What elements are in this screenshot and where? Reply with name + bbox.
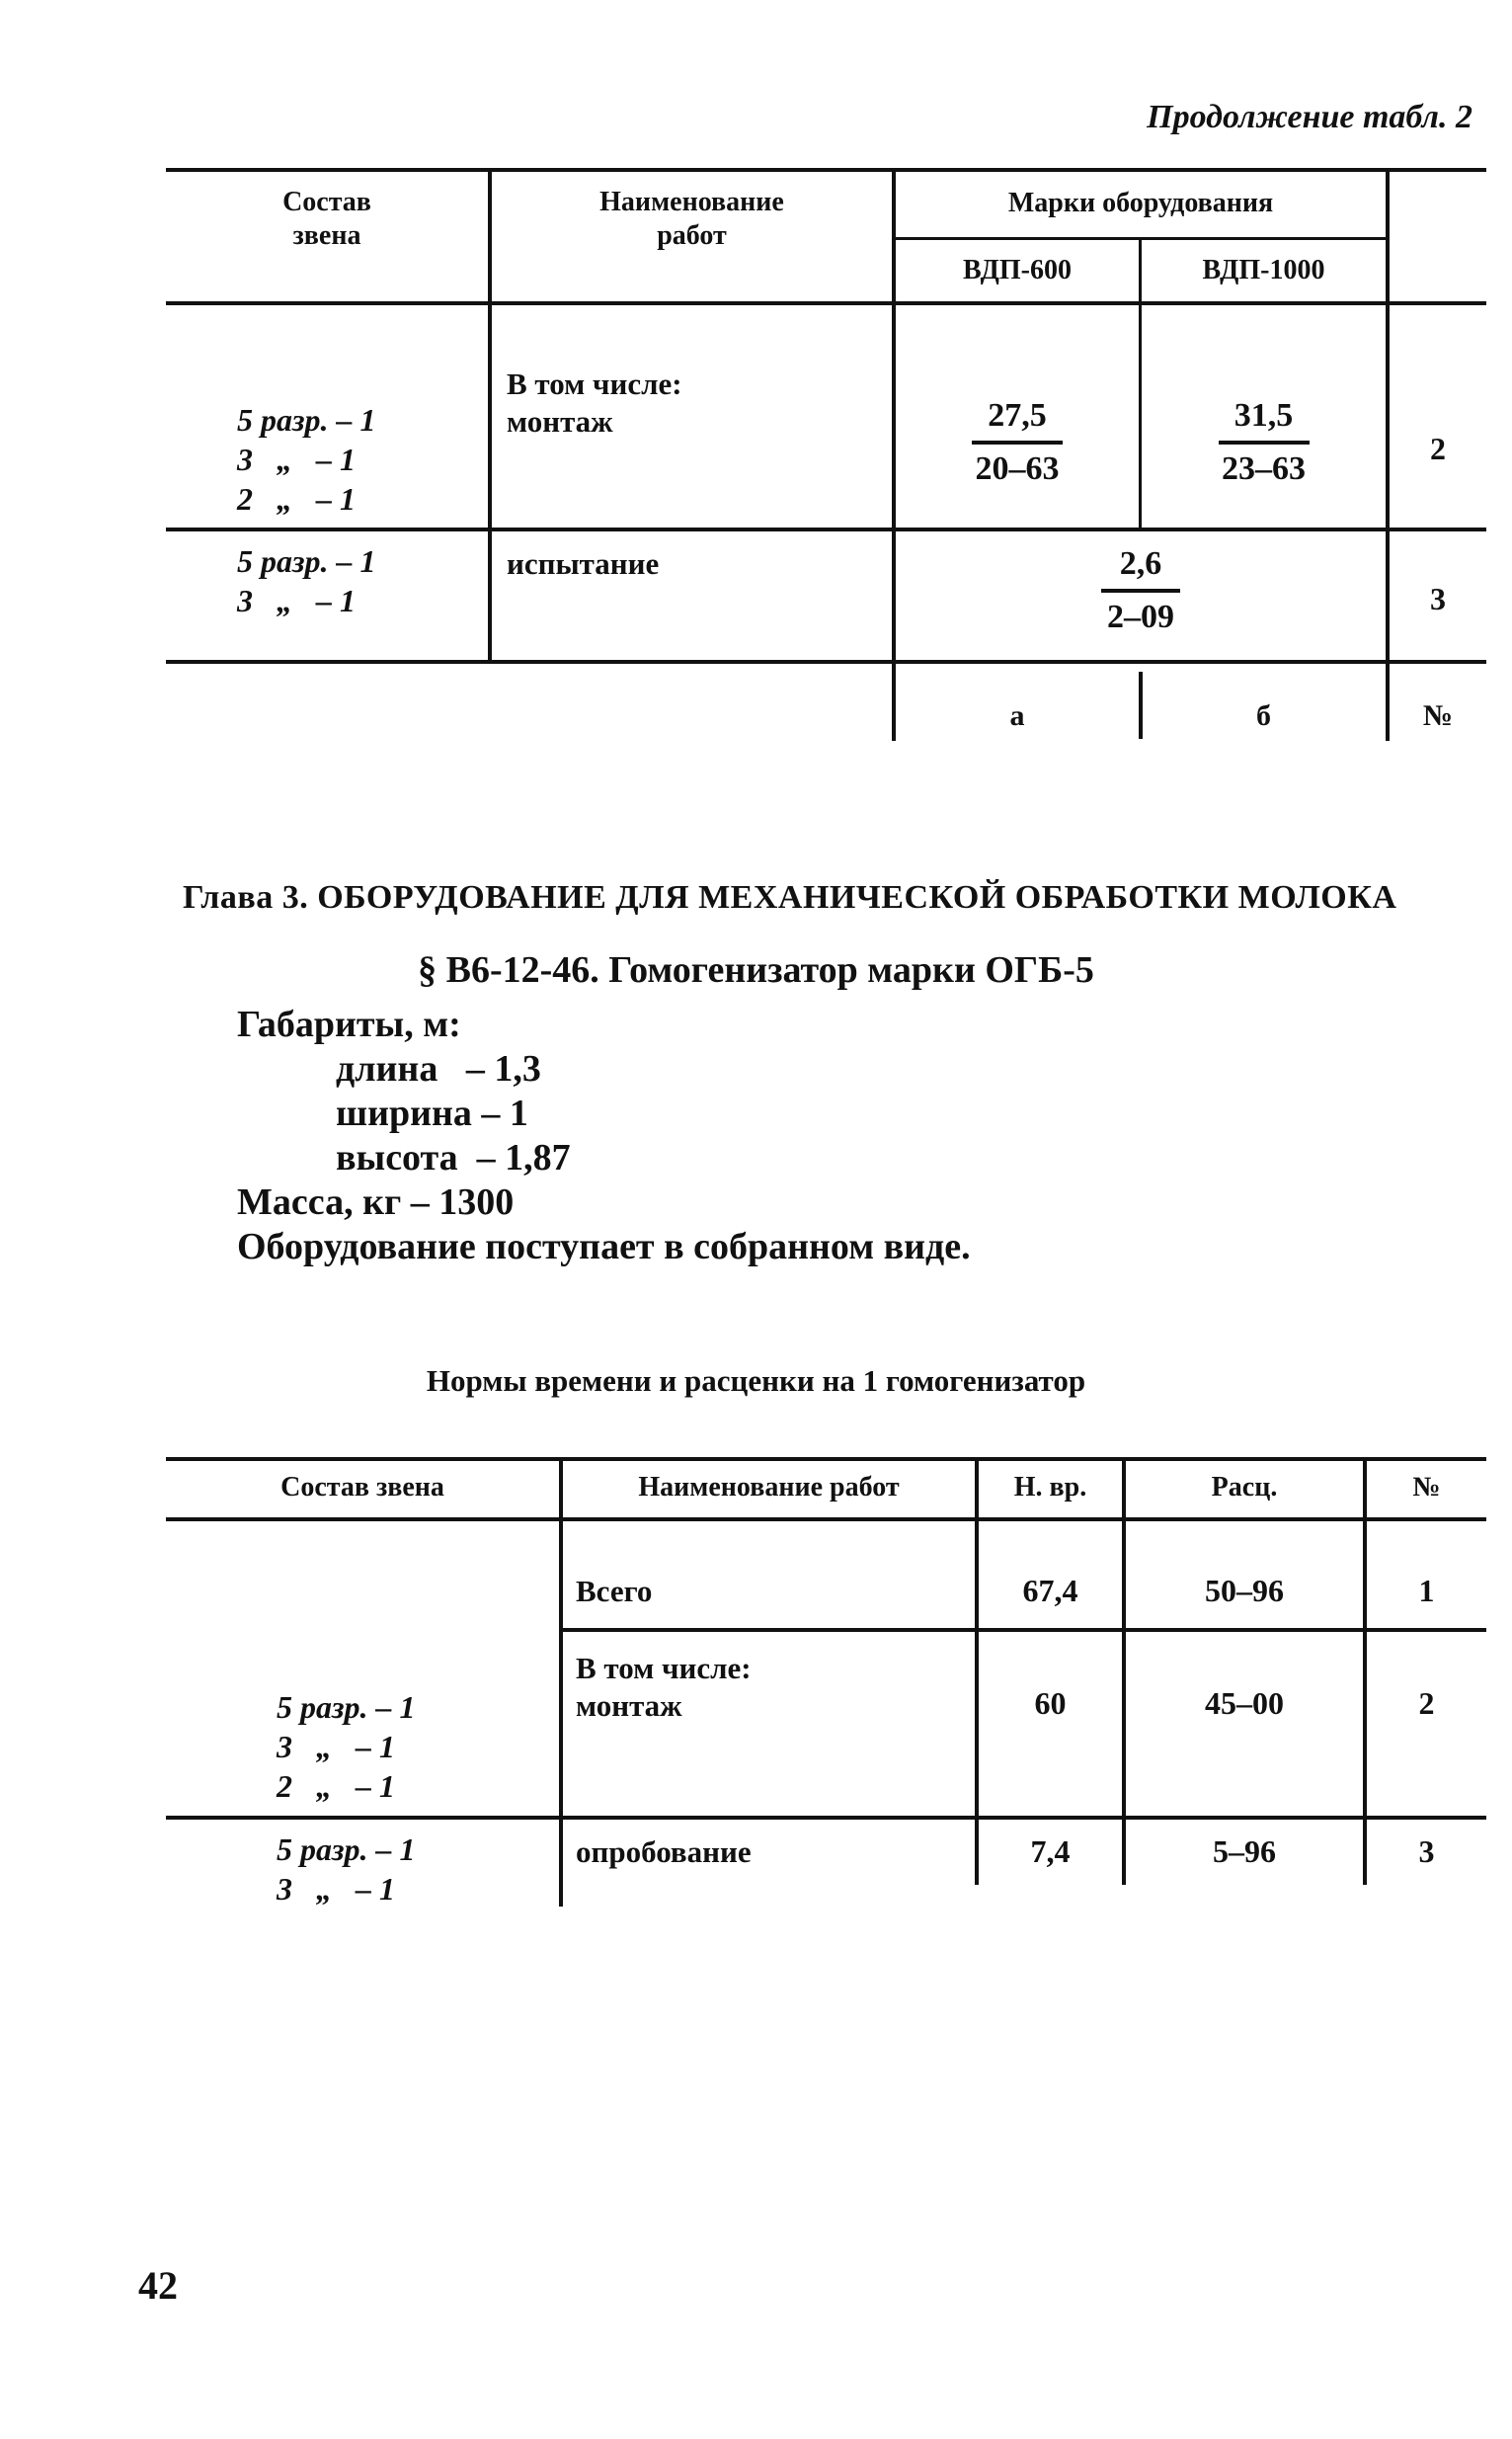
- fraction-denominator: 20–63: [975, 450, 1060, 487]
- table2-row2-price: 45–00: [1205, 1685, 1284, 1721]
- table1-row1-vdp600: [896, 397, 1139, 488]
- table1-row1-work: В том числе: монтаж: [507, 366, 682, 439]
- table2-row1-time: 67,4: [1022, 1573, 1078, 1608]
- table2-row2-crew: 5 разр. – 1 3 „ – 1 2 „ – 1: [277, 1689, 416, 1804]
- table2-row3-price: 5–96: [1213, 1833, 1276, 1869]
- table2-header-time: Н. вр.: [1013, 1472, 1087, 1503]
- table1-top-rule: [166, 168, 1486, 172]
- table2-row1-no: 1: [1418, 1573, 1435, 1608]
- table1-row2-no: 3: [1430, 581, 1446, 616]
- table2-row2-time: 60: [1034, 1685, 1067, 1721]
- table2-top-rule: [166, 1457, 1486, 1461]
- table1-header-vdp1000: ВДП-1000: [1202, 255, 1325, 285]
- table1-row-rule: [166, 528, 1486, 531]
- table1-row2-work: испытание: [507, 546, 660, 581]
- table2-row3-crew: 5 разр. – 1 3 „ – 1: [277, 1831, 416, 1907]
- spec-height: высота – 1,87: [336, 1137, 571, 1179]
- fraction-numerator: 2,6: [1119, 545, 1162, 582]
- table1-footer-no: №: [1422, 699, 1454, 732]
- table1-header-rule: [166, 301, 1486, 305]
- table2-row1-price: 50–96: [1205, 1573, 1284, 1608]
- table1-row1-crew: 5 разр. – 1 3 „ – 1 2 „ – 1: [237, 402, 376, 517]
- table1-row1-vdp1000: [1142, 397, 1386, 488]
- table2-header-no: №: [1412, 1472, 1441, 1503]
- table2-row1-work: Всего: [576, 1574, 653, 1608]
- spec-length: длина – 1,3: [336, 1048, 541, 1090]
- table2-col-divider: [1363, 1457, 1367, 1885]
- table1-header-vdp600: ВДП-600: [963, 255, 1072, 285]
- spec-dimensions-label: Габариты, м:: [237, 1004, 461, 1045]
- fraction-denominator: 2–09: [1107, 599, 1174, 635]
- table2-title: Нормы времени и расценки на 1 гомогенизатор: [426, 1363, 1086, 1398]
- continuation-label: Продолжение табл. 2: [1147, 99, 1472, 135]
- fraction-numerator: 31,5: [1233, 397, 1294, 434]
- table1-row2-crew: 5 разр. – 1 3 „ – 1: [237, 543, 376, 618]
- page-number: 42: [138, 2263, 178, 2308]
- table1-header-crew: Состав звена: [282, 187, 371, 251]
- table2-col-divider: [1122, 1457, 1126, 1885]
- table2-col-divider: [975, 1457, 979, 1885]
- table2-col-divider: [559, 1457, 563, 1907]
- table2-header-price: Расц.: [1211, 1472, 1278, 1503]
- table2-row3-time: 7,4: [1030, 1833, 1071, 1869]
- table2-row3-work: опробование: [576, 1834, 752, 1869]
- table1-row1-no: 2: [1430, 431, 1446, 466]
- spec-width: ширина – 1: [336, 1093, 528, 1134]
- section-heading: § В6-12-46. Гомогенизатор марки ОГБ-5: [418, 949, 1094, 991]
- table1-header-equipment: Марки оборудования: [1007, 188, 1274, 218]
- table1-row2-merged: [896, 545, 1386, 636]
- table1-footer-b: б: [1256, 699, 1271, 732]
- table2-row-rule: [561, 1628, 1486, 1632]
- spec-mass: Масса, кг – 1300: [237, 1181, 515, 1223]
- table1-footer-a: а: [1009, 699, 1025, 732]
- chapter-heading: Глава 3. ОБОРУДОВАНИЕ ДЛЯ МЕХАНИЧЕСКОЙ ОБРАБОТКИ МОЛОКА: [183, 879, 1397, 916]
- table2-row2-work: В том числе: монтаж: [576, 1651, 752, 1723]
- table2-row3-no: 3: [1418, 1833, 1435, 1869]
- spec-note: Оборудование поступает в собранном виде.: [237, 1226, 971, 1267]
- table2-header-crew: Состав звена: [280, 1472, 444, 1503]
- table1-header-work: Наименование работ: [599, 187, 784, 251]
- fraction-numerator: 27,5: [988, 397, 1047, 434]
- table2-header-rule: [166, 1517, 1486, 1521]
- table2-header-work: Наименование работ: [638, 1472, 900, 1503]
- table2-row-rule: [166, 1816, 1486, 1820]
- table2-row2-no: 2: [1418, 1685, 1435, 1721]
- table1-bottom-rule: [166, 660, 1486, 664]
- fraction-denominator: 23–63: [1222, 450, 1306, 487]
